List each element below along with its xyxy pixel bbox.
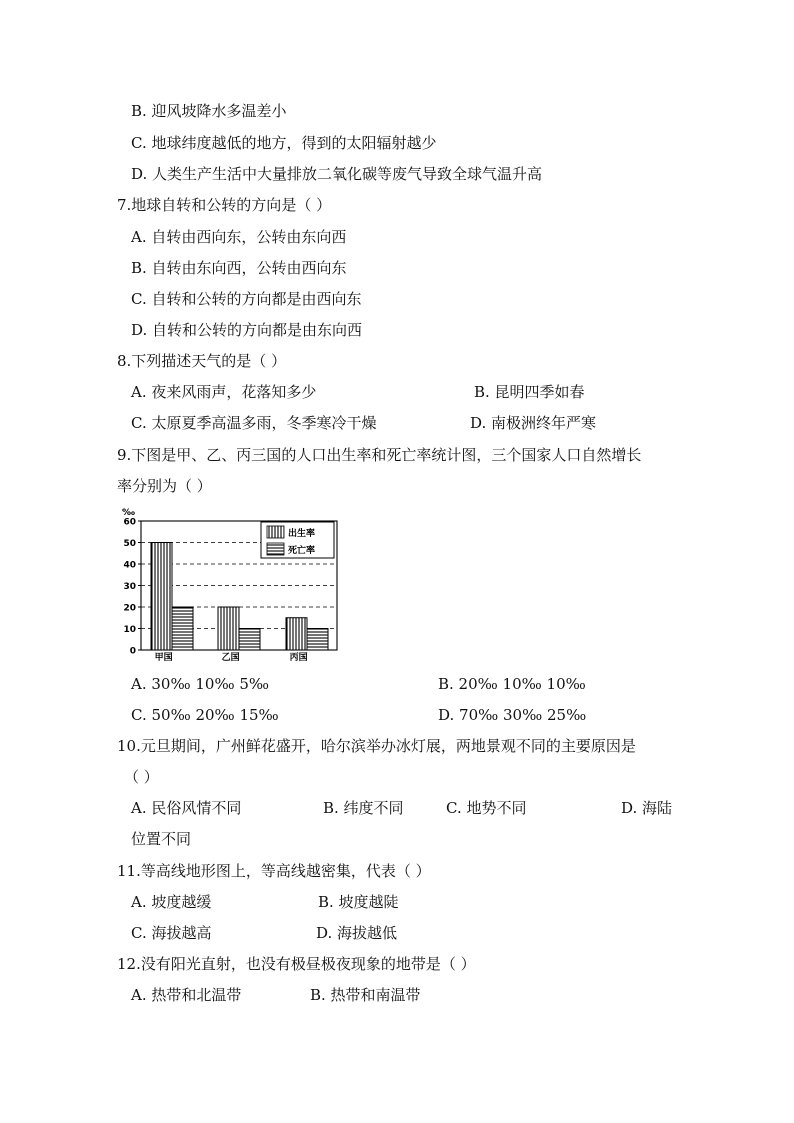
q10-option-b: B. 纬度不同: [323, 799, 404, 817]
bar-birth-rate-2: [286, 618, 307, 650]
y-tick-label: 50: [123, 539, 136, 549]
bar-birth-rate-0: [151, 543, 172, 651]
q10-option-a: A. 民俗风情不同: [131, 799, 242, 817]
x-tick-label: 甲国: [154, 653, 173, 663]
q7-option-b: B. 自转由东向西，公转由西向东: [131, 259, 347, 277]
y-axis-unit: ‰: [122, 508, 135, 518]
q9-option-b: B. 20‰ 10‰ 10‰: [438, 675, 586, 693]
q8-option-b: B. 昆明四季如春: [474, 383, 585, 401]
question-11: 11.等高线地形图上，等高线越密集，代表（ ）: [117, 862, 431, 880]
legend-swatch-death: [267, 543, 284, 555]
q10-option-c: C. 地势不同: [446, 799, 527, 817]
y-tick-label: 60: [123, 517, 136, 528]
y-tick-label: 0: [129, 646, 136, 657]
q6-option-d: D. 人类生产生活中大量排放二氧化碳等废气导致全球气温升高: [131, 165, 543, 183]
question-9-line-2: 率分别为（ ）: [117, 477, 212, 495]
bars: [151, 543, 328, 651]
question-8: 8.下列描述天气的是（ ）: [117, 352, 287, 370]
question-10-line-1: 10.元旦期间，广州鲜花盛开，哈尔滨举办冰灯展，两地景观不同的主要原因是: [117, 737, 636, 755]
q8-option-a: A. 夜来风雨声，花落知多少: [131, 383, 317, 401]
y-tick-label: 10: [123, 625, 136, 635]
q7-option-d: D. 自转和公转的方向都是由东向西: [131, 321, 363, 339]
q10-option-d-continued: 位置不同: [131, 830, 192, 848]
bar-death-rate-1: [239, 629, 260, 651]
q7-option-c: C. 自转和公转的方向都是由西向东: [131, 290, 362, 308]
q12-option-b: B. 热带和南温带: [310, 986, 421, 1004]
q7-option-a: A. 自转由西向东，公转由东向西: [131, 228, 347, 246]
y-tick-label: 20: [123, 603, 136, 614]
legend: [261, 522, 334, 558]
legend-label-death: 死亡率: [288, 546, 316, 556]
question-10-line-2: （ ）: [124, 768, 159, 786]
question-7: 7.地球自转和公转的方向是（ ）: [117, 196, 332, 214]
bar-death-rate-2: [307, 629, 328, 651]
q11-option-a: A. 坡度越缓: [131, 893, 212, 911]
x-tick-label: 丙国: [289, 653, 308, 663]
q11-option-b: B. 坡度越陡: [318, 893, 399, 911]
x-tick-labels: [155, 651, 308, 663]
y-tick-label: 40: [123, 560, 136, 571]
q11-option-d: D. 海拔越低: [316, 924, 398, 942]
q9-option-a: A. 30‰ 10‰ 5‰: [131, 675, 270, 693]
q11-option-c: C. 海拔越高: [131, 924, 212, 942]
q6-option-b: B. 迎风坡降水多温差小: [131, 102, 287, 120]
question-9-line-1: 9.下图是甲、乙、丙三国的人口出生率和死亡率统计图，三个国家人口自然增长: [117, 446, 642, 464]
q10-option-d: D. 海陆: [621, 799, 673, 817]
q6-option-c: C. 地球纬度越低的地方，得到的太阳辐射越少: [131, 134, 437, 152]
question-12: 12.没有阳光直射，也没有极昼极夜现象的地带是（ ）: [117, 955, 476, 973]
q8-option-d: D. 南极洲终年严寒: [470, 414, 597, 432]
legend-label-birth: 出生率: [288, 529, 316, 539]
q9-option-d: D. 70‰ 30‰ 25‰: [438, 706, 587, 724]
y-tick-labels: [123, 518, 141, 657]
q8-option-c: C. 太原夏季高温多雨，冬季寒冷干燥: [131, 414, 377, 432]
q9-option-c: C. 50‰ 20‰ 15‰: [131, 706, 279, 724]
bar-birth-rate-1: [218, 607, 239, 650]
q12-option-a: A. 热带和北温带: [131, 986, 242, 1004]
birth-death-rate-chart: [118, 505, 343, 665]
x-tick-label: 乙国: [221, 653, 240, 663]
y-tick-label: 30: [123, 582, 136, 592]
bar-death-rate-0: [172, 607, 193, 650]
legend-swatch-birth: [267, 526, 284, 538]
